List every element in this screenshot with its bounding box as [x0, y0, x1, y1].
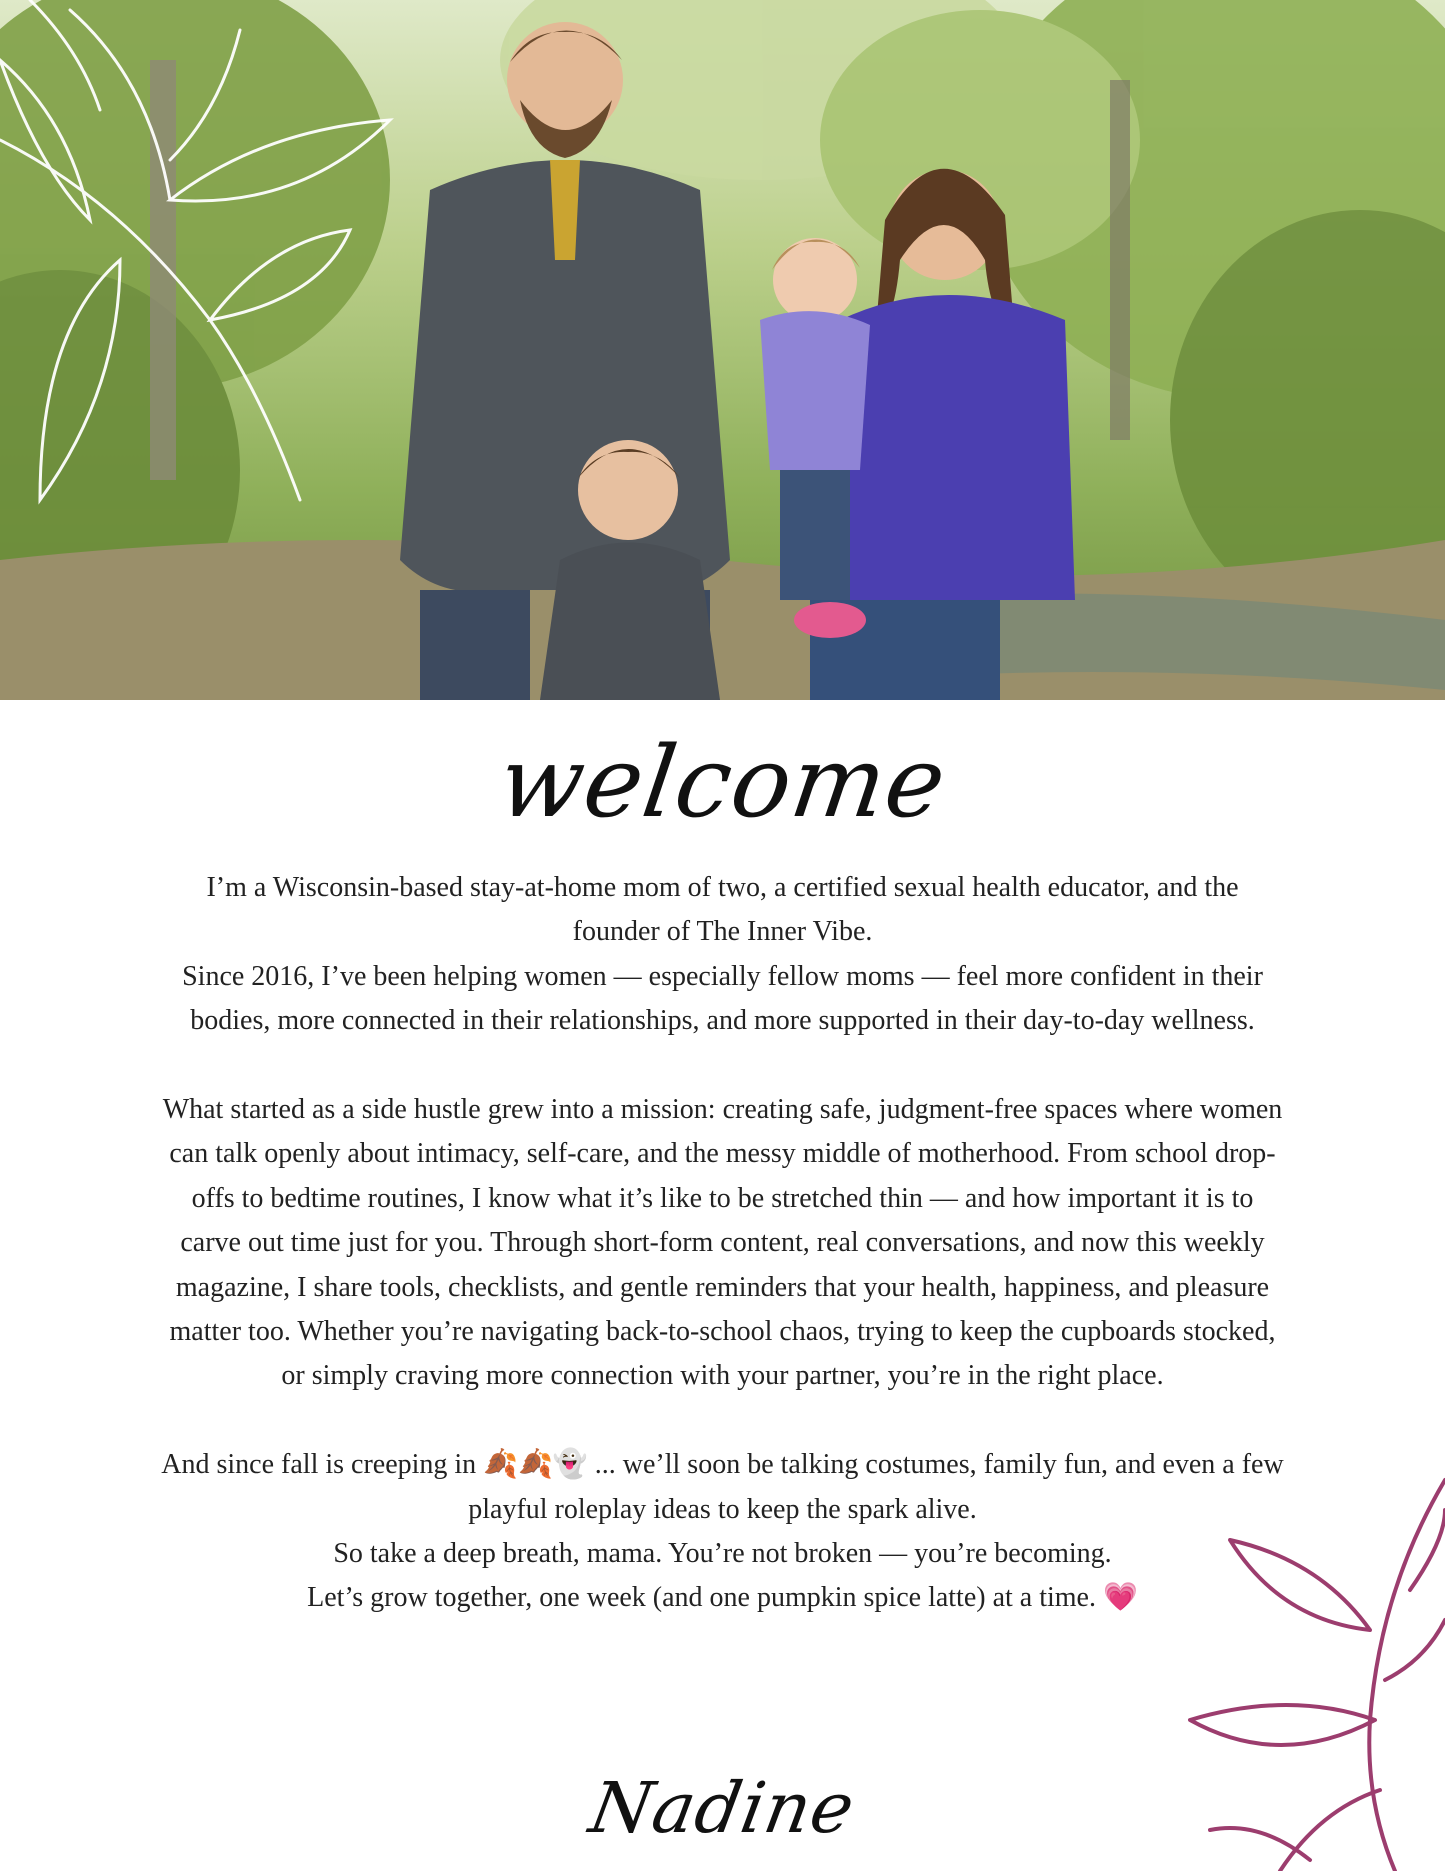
- welcome-heading: welcome: [491, 726, 954, 840]
- paragraph-spacer: [160, 1399, 1285, 1443]
- signature: Nadine: [583, 1767, 862, 1849]
- letter-paragraph-fall: And since fall is creeping in 🍂🍂👻 ... we’ll soon be talking costumes, family fun, and even a few playful roleplay ideas to keep the spark alive.: [161, 1449, 1284, 1525]
- letter-paragraph-grow-together: Let’s grow together, one week (and one pumpkin spice latte) at a time. 💗: [307, 1582, 1138, 1614]
- letter-paragraph-deep-breath: So take a deep breath, mama. You’re not broken — you’re becoming.: [333, 1538, 1112, 1570]
- letter-paragraph-mission: What started as a side hustle grew into a mission: creating safe, judgment-free spaces where women can talk openly about intimacy, self-care, and the messy middle of motherhood. From school drop-offs to bedtime routines, I know what it’s like to be stretched thin — and how important it is to carve out time just for you. Through short-form content, real conversations, and now this weekly magazine, I share tools, checklists, and gentle reminders that your health, happiness, and pleasure matter too. Whether you’re navigating back-to-school chaos, trying to keep the cupboards stocked, or simply craving more connection with your partner, you’re in the right place.: [162, 1094, 1283, 1392]
- family-photo: [0, 0, 1445, 700]
- family-photo-illustration: [0, 0, 1445, 700]
- letter-paragraph-since-2016: Since 2016, I’ve been helping women — especially fellow moms — feel more confident in their bodies, more connected in their relationships, and more supported in their day-to-day wellness.: [182, 960, 1263, 1037]
- letter-paragraph-intro: I’m a Wisconsin-based stay-at-home mom of two, a certified sexual health educator, and the founder of The Inner Vibe.: [206, 872, 1239, 948]
- letter-body: [160, 866, 1285, 1621]
- paragraph-spacer: [160, 1044, 1285, 1088]
